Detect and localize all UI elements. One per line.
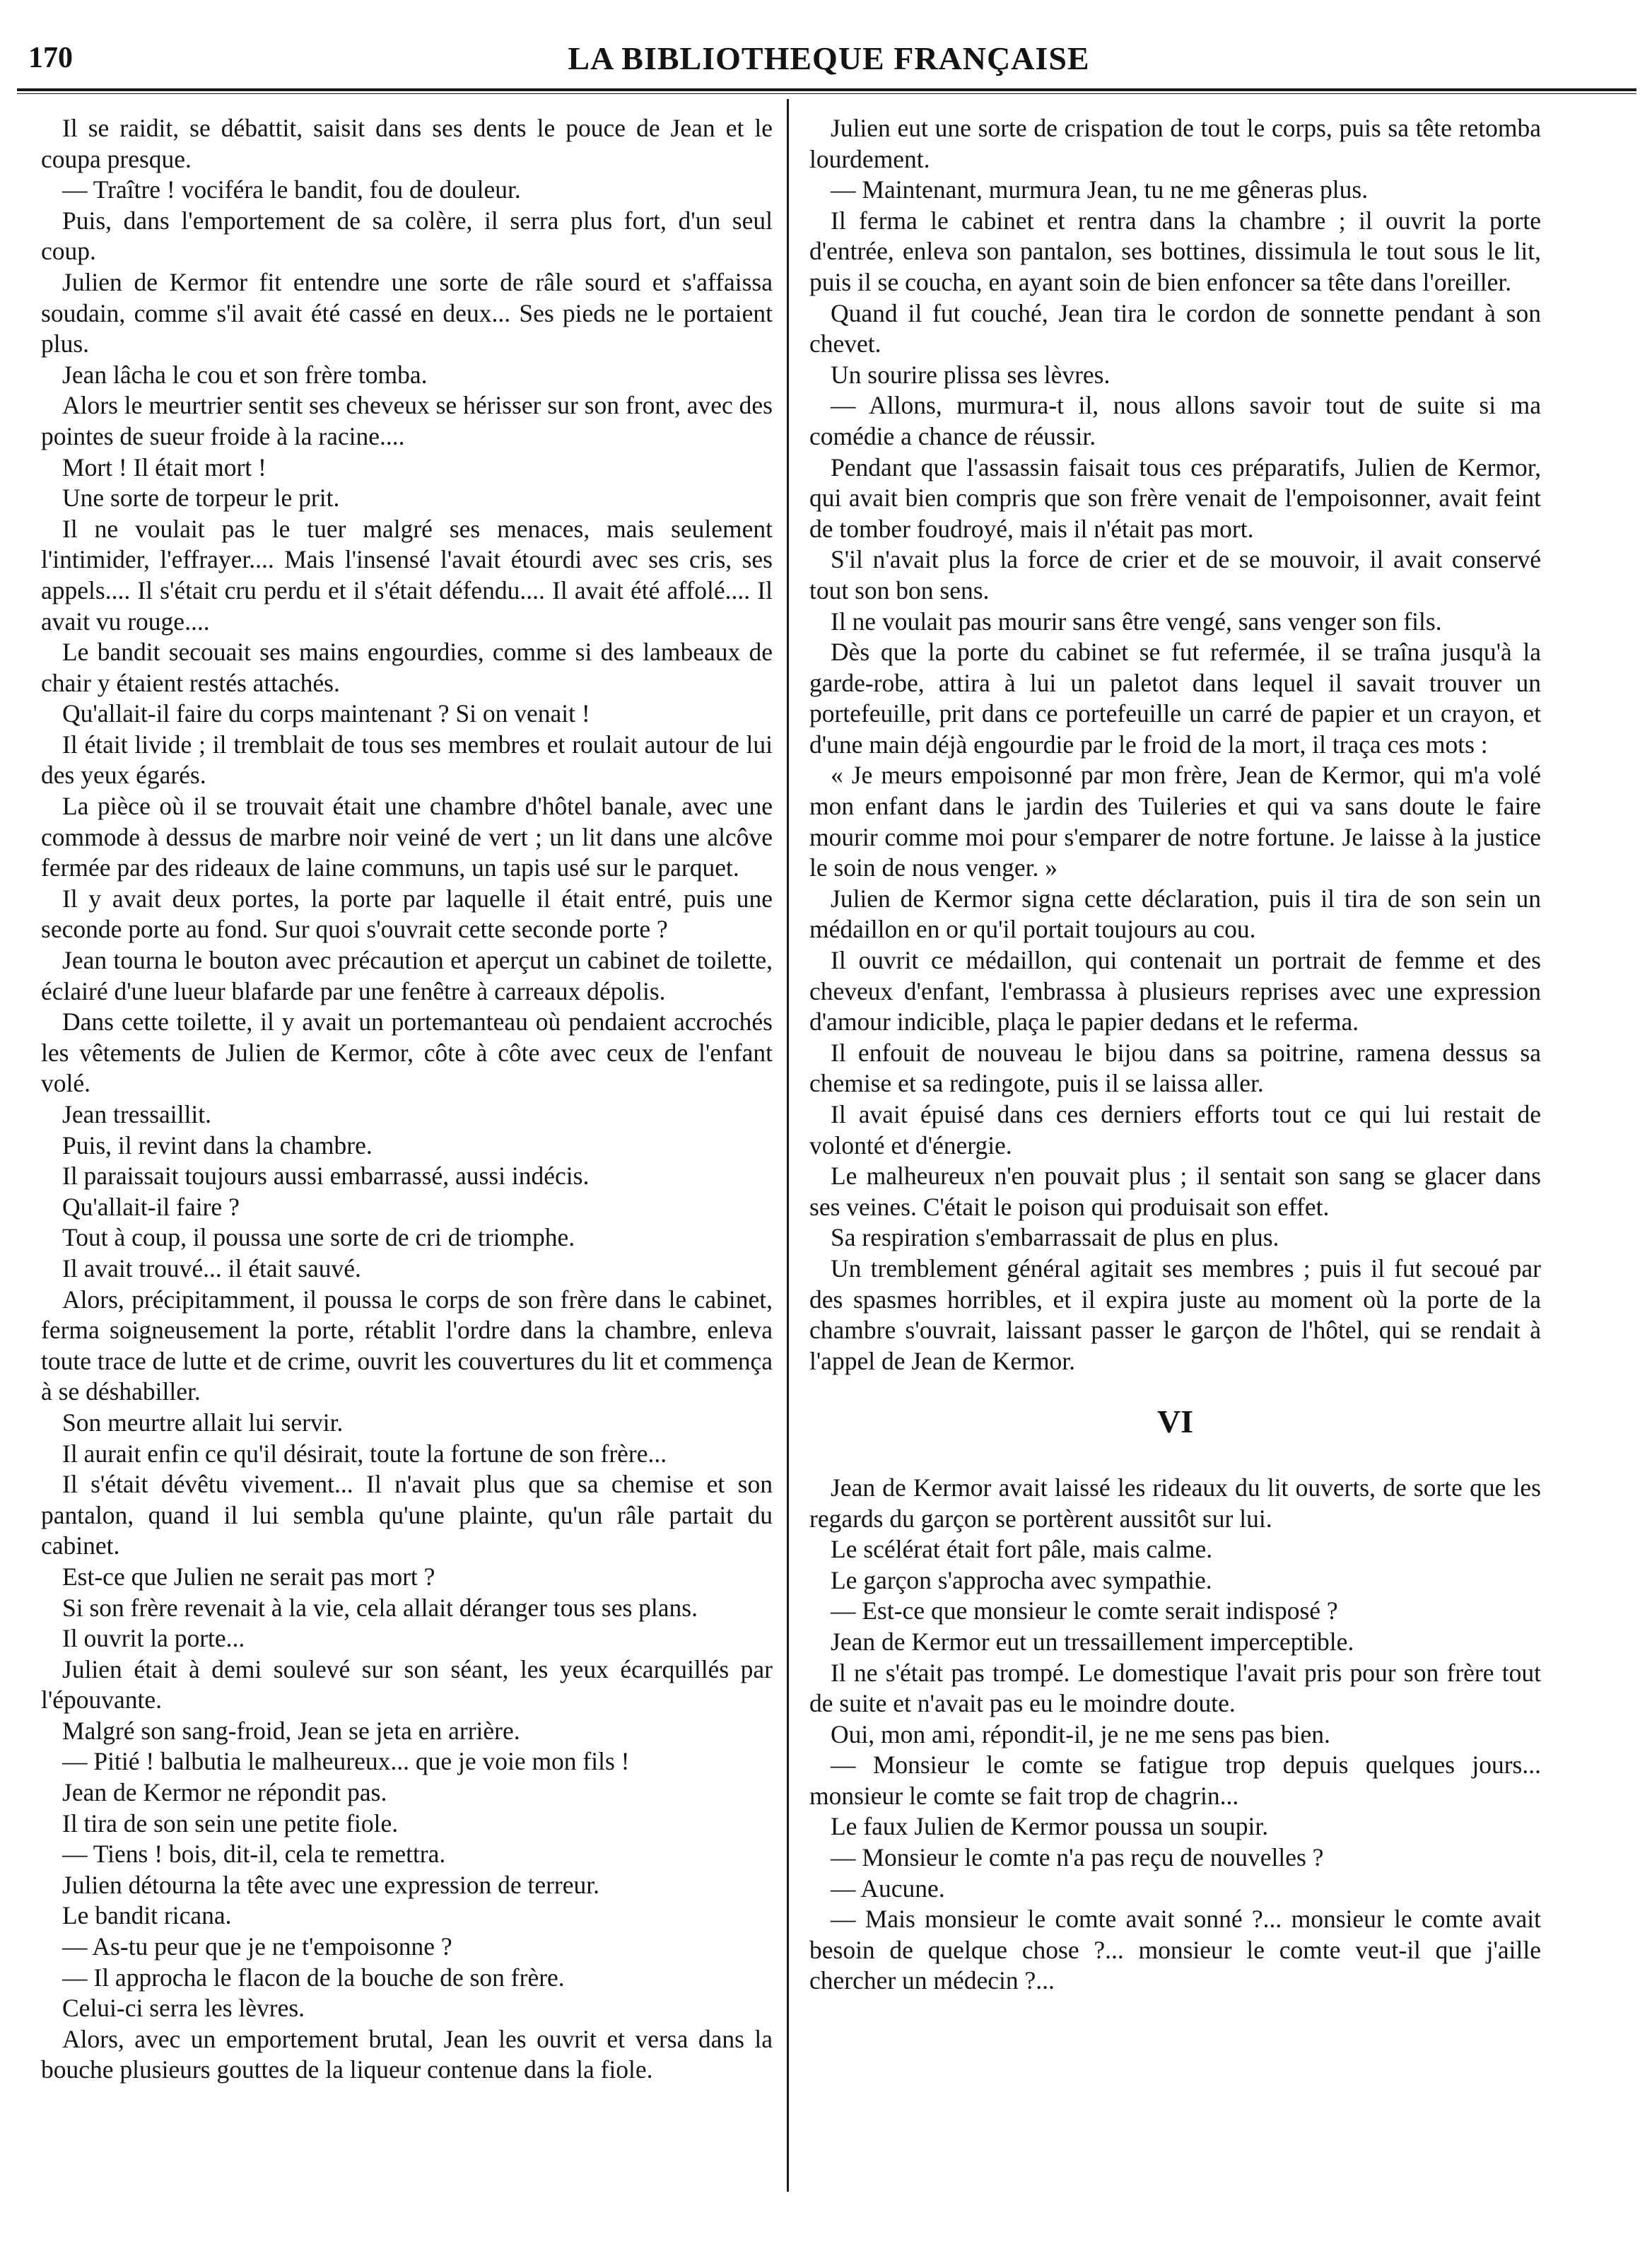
paragraph: Julien de Kermor signa cette déclaration, puis il tira de son sein un médaillon en or qu'il portait toujours au cou. xyxy=(809,884,1541,944)
paragraph: Julien de Kermor fit entendre une sorte de râle sourd et s'affaissa soudain, comme s'il avait été cassé en deux... Ses pieds ne le portaient plus. xyxy=(41,267,773,358)
paragraph: Il y avait deux portes, la porte par laquelle il était entré, puis une seconde porte au fond. Sur quoi s'ouvrait cette seconde porte ? xyxy=(41,884,773,944)
running-title: LA BIBLIOTHEQUE FRANÇAISE xyxy=(568,40,1090,76)
paragraph: Jean de Kermor ne répondit pas. xyxy=(62,1778,387,1807)
paragraph: Il ouvrit la porte... xyxy=(62,1624,245,1653)
paragraph: Alors, précipitamment, il poussa le corps de son frère dans le cabinet, ferma soigneusement la porte, rétablit l'ordre dans la chambre, enleva toute trace de lutte et de crime, ouvrit les couvertures du lit et commença à se déshabiller. xyxy=(41,1285,773,1406)
paragraph: Il se raidit, se débattit, saisit dans ses dents le pouce de Jean et le coupa presque. xyxy=(41,114,773,173)
paragraph: Mort ! Il était mort ! xyxy=(62,452,266,481)
paragraph: Il était livide ; il tremblait de tous ses membres et roulait autour de lui des yeux égarés. xyxy=(41,730,773,790)
paragraph: Il s'était dévêtu vivement... Il n'avait plus que sa chemise et son pantalon, quand il lui sembla qu'une plainte, qu'un râle partait du cabinet. xyxy=(41,1470,773,1560)
column-divider xyxy=(787,99,789,2192)
paragraph: S'il n'avait plus la force de crier et de se mouvoir, il avait conservé tout son bon sens. xyxy=(809,545,1541,604)
page-number: 170 xyxy=(28,42,73,74)
paragraph: Celui-ci serra les lèvres. xyxy=(62,1994,305,2023)
paragraph: Le malheureux n'en pouvait plus ; il sentait son sang se glacer dans ses veines. C'était le poison qui produisait son effet. xyxy=(809,1162,1541,1221)
paragraph: Malgré son sang-froid, Jean se jeta en arrière. xyxy=(62,1716,520,1745)
paragraph: — Il approcha le flacon de la bouche de son frère. xyxy=(62,1963,565,1992)
paragraph: Il ferma le cabinet et rentra dans la chambre ; il ouvrit la porte d'entrée, enleva son pantalon, ses bottines, dissimula le tout sous le lit, puis il se coucha, en ayant soin de bien enfoncer sa tête dans l'oreiller. xyxy=(809,206,1541,296)
paragraph: Dans cette toilette, il y avait un portemanteau où pendaient accrochés les vêtements de Julien de Kermor, côte à côte avec ceux de l'enfant volé. xyxy=(41,1007,773,1098)
paragraph: Il ne voulait pas le tuer malgré ses menaces, mais seulement l'intimider, l'effrayer.... Mais l'insensé l'avait étourdi avec ses cris, ses appels.... Il s'était cru perdu et il s'était défendu.... Il avait été affolé.... Il avait vu rouge.... xyxy=(41,514,773,636)
paragraph: Pendant que l'assassin faisait tous ces préparatifs, Julien de Kermor, qui avait bien compris que son frère venait de l'empoisonner, avait feint de tomber foudroyé, mais il n'était pas mort. xyxy=(809,452,1541,543)
left-column xyxy=(41,113,773,2086)
section-heading: VI xyxy=(1156,1403,1194,1440)
paragraph: Julien était à demi soulevé sur son séant, les yeux écarquillés par l'épouvante. xyxy=(41,1654,773,1715)
paragraph: Julien détourna la tête avec une expression de terreur. xyxy=(62,1870,599,1899)
paragraph: Le faux Julien de Kermor poussa un soupir. xyxy=(831,1812,1269,1841)
paragraph: Sa respiration s'embarrassait de plus en plus. xyxy=(831,1223,1279,1252)
right-column xyxy=(809,113,1541,1997)
paragraph: — Allons, murmura-t il, nous allons savoir tout de suite si ma comédie a chance de réussir. xyxy=(809,391,1541,450)
paragraph: Jean tourna le bouton avec précaution et aperçut un cabinet de toilette, éclairé d'une lueur blafarde par une fenêtre à carreaux dépolis. xyxy=(41,946,773,1005)
paragraph: Puis, dans l'emportement de sa colère, il serra plus fort, d'un seul coup. xyxy=(41,206,773,266)
paragraph: — Est-ce que monsieur le comte serait indisposé ? xyxy=(831,1596,1338,1625)
paragraph: Est-ce que Julien ne serait pas mort ? xyxy=(62,1562,435,1591)
paragraph: Jean de Kermor avait laissé les rideaux du lit ouverts, de sorte que les regards du garçon se portèrent aussitôt sur lui. xyxy=(809,1473,1541,1533)
paragraph: Si son frère revenait à la vie, cela allait déranger tous ses plans. xyxy=(62,1593,698,1622)
paragraph: Il ne s'était pas trompé. Le domestique l'avait pris pour son frère tout de suite et n'avait pas eu le moindre doute. xyxy=(809,1658,1541,1718)
paragraph: Qu'allait-il faire ? xyxy=(62,1192,240,1221)
paragraph: Puis, il revint dans la chambre. xyxy=(62,1131,373,1159)
paragraph: Il avait trouvé... il était sauvé. xyxy=(62,1254,361,1283)
header-rule xyxy=(17,88,1636,94)
paragraph: — Monsieur le comte se fatigue trop depuis quelques jours... monsieur le comte se fait trop de chagrin... xyxy=(809,1751,1541,1810)
paragraph: Un sourire plissa ses lèvres. xyxy=(831,360,1111,389)
paragraph: — Tiens ! bois, dit-il, cela te remettra. xyxy=(62,1840,446,1869)
paragraph: Dès que la porte du cabinet se fut refermée, il se traîna jusqu'à la garde-robe, attira à lui un paletot dans lequel il savait trouver un portefeuille, prit dans ce portefeuille un carré de papier et un crayon, et d'une main déjà engourdie par le froid de la mort, il traça ces mots : xyxy=(809,638,1541,759)
paragraph: La pièce où il se trouvait était une chambre d'hôtel banale, avec une commode à dessus de marbre noir veiné de vert ; un lit dans une alcôve fermée par des rideaux de laine communs, un tapis usé sur le parquet. xyxy=(41,792,773,882)
paragraph: Tout à coup, il poussa une sorte de cri de triomphe. xyxy=(62,1223,575,1252)
paragraph: Il avait épuisé dans ces derniers efforts tout ce qui lui restait de volonté et d'énergie. xyxy=(809,1100,1541,1159)
paragraph: — As-tu peur que je ne t'empoisonne ? xyxy=(62,1932,452,1961)
paragraph: — Traître ! vociféra le bandit, fou de douleur. xyxy=(62,175,521,204)
paragraph: — Monsieur le comte n'a pas reçu de nouvelles ? xyxy=(831,1843,1324,1872)
paragraph: Jean tressaillit. xyxy=(62,1100,211,1128)
paragraph: Il enfouit de nouveau le bijou dans sa poitrine, ramena dessus sa chemise et sa redingote, puis il se laissa aller. xyxy=(809,1038,1541,1098)
paragraph: Qu'allait-il faire du corps maintenant ? Si on venait ! xyxy=(62,699,590,728)
paragraph: Alors, avec un emportement brutal, Jean les ouvrit et versa dans la bouche plusieurs gouttes de la liqueur contenue dans la fiole. xyxy=(41,2024,773,2084)
paragraph: Le garçon s'approcha avec sympathie. xyxy=(831,1565,1212,1594)
paragraph: Il paraissait toujours aussi embarrassé, aussi indécis. xyxy=(62,1162,590,1191)
paragraph: Un tremblement général agitait ses membres ; puis il fut secoué par des spasmes horribles, et il expira juste au moment où la porte de la chambre s'ouvrait, laissant passer le garçon de l'hôtel, qui se rendait à l'appel de Jean de Kermor. xyxy=(809,1254,1541,1375)
paragraph: — Aucune. xyxy=(831,1874,945,1903)
paragraph: — Mais monsieur le comte avait sonné ?... monsieur le comte avait besoin de quelque chose ?... monsieur le comte veut-il que j'aille chercher un médecin ?... xyxy=(809,1905,1541,1995)
paragraph: Il aurait enfin ce qu'il désirait, toute la fortune de son frère... xyxy=(62,1439,667,1468)
paragraph: Quand il fut couché, Jean tira le cordon de sonnette pendant à son chevet. xyxy=(809,298,1541,358)
paragraph: « Je meurs empoisonné par mon frère, Jean de Kermor, qui m'a volé mon enfant dans le jardin des Tuileries et qui va sans doute le faire mourir comme moi pour s'emparer de notre fortune. Je laisse à la justice le soin de nous venger. » xyxy=(809,761,1541,882)
paragraph: — Pitié ! balbutia le malheureux... que je voie mon fils ! xyxy=(62,1747,630,1776)
paragraph: Jean de Kermor eut un tressaillement imperceptible. xyxy=(831,1627,1354,1656)
paragraph: Il tira de son sein une petite fiole. xyxy=(62,1809,399,1838)
paragraph: Le scélérat était fort pâle, mais calme. xyxy=(831,1535,1213,1564)
paragraph: Le bandit secouait ses mains engourdies, comme si des lambeaux de chair y étaient restés attachés. xyxy=(41,638,773,697)
page-header xyxy=(21,28,1636,78)
paragraph: Une sorte de torpeur le prit. xyxy=(62,484,340,513)
paragraph: Alors le meurtrier sentit ses cheveux se hérisser sur son front, avec des pointes de sueur froide à la racine.... xyxy=(41,391,773,450)
paragraph: Le bandit ricana. xyxy=(62,1901,232,1930)
paragraph: Son meurtre allait lui servir. xyxy=(62,1408,344,1437)
paragraph: Il ouvrit ce médaillon, qui contenait un portrait de femme et des cheveux d'enfant, l'embrassa à plusieurs reprises avec une expression d'amour indicible, plaça le papier dedans et le referma. xyxy=(809,946,1541,1036)
paragraph: — Maintenant, murmura Jean, tu ne me gêneras plus. xyxy=(831,175,1369,204)
paragraph: Oui, mon ami, répondit-il, je ne me sens pas bien. xyxy=(831,1719,1330,1748)
paragraph: Julien eut une sorte de crispation de tout le corps, puis sa tête retomba lourdement. xyxy=(809,114,1541,173)
paragraph: Jean lâcha le cou et son frère tomba. xyxy=(62,360,428,389)
paragraph: Il ne voulait pas mourir sans être vengé, sans venger son fils. xyxy=(831,607,1442,636)
